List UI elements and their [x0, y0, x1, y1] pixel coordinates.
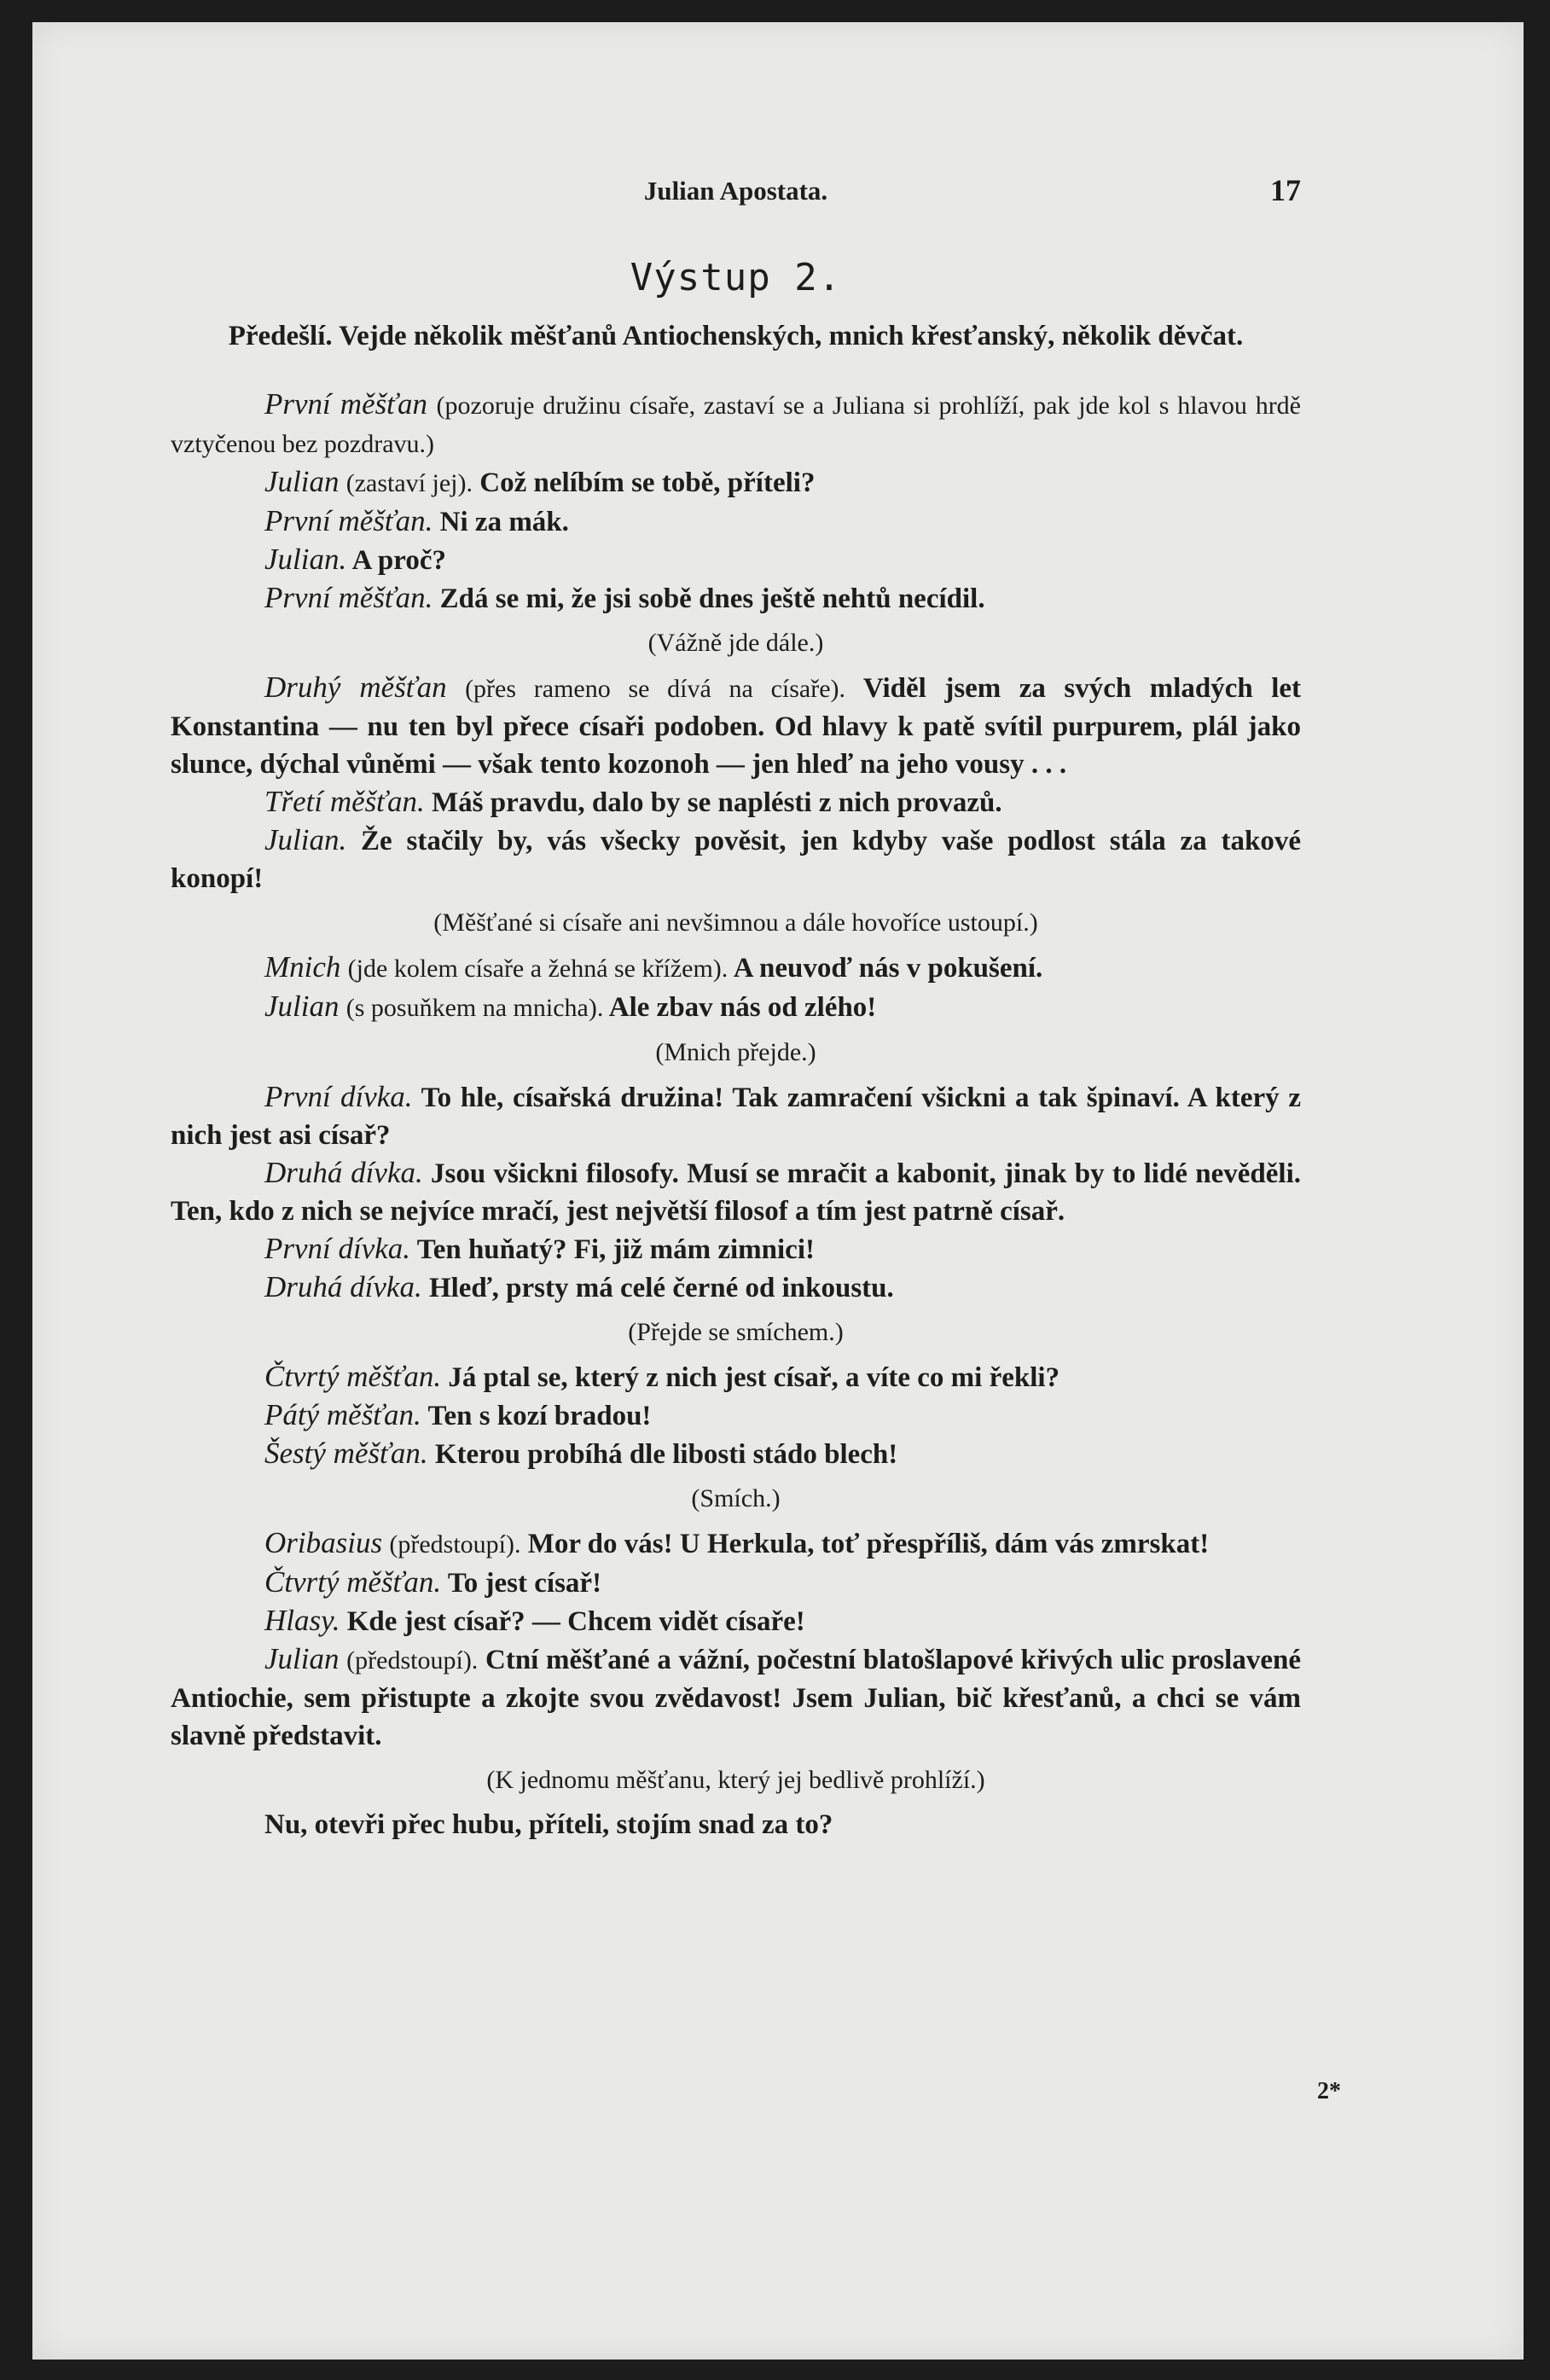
- dialogue-line: [171, 463, 1301, 502]
- dialogue-line: [171, 1358, 1301, 1396]
- inline-stage-note: (zastaví jej).: [345, 469, 473, 497]
- speech-text: Ale zbav nás od zlého!: [608, 992, 877, 1023]
- dialogue-line: [171, 1640, 1301, 1755]
- speaker-name: Čtvrtý měšťan.: [264, 1360, 442, 1393]
- running-title: Julian Apostata.: [643, 176, 828, 206]
- dialogue-line: [171, 1268, 1301, 1307]
- speaker-name: První měšťan.: [264, 581, 433, 614]
- stage-direction: (Měšťané si císaře ani nevšimnou a dále hovoříce ustoupí.): [433, 908, 1038, 937]
- speaker-name: Julian.: [264, 823, 347, 856]
- speaker-name: Julian: [264, 465, 340, 498]
- speaker-name: Druhá dívka.: [264, 1270, 422, 1303]
- dialogue-line: [171, 541, 1301, 579]
- dialogue-line: [171, 1564, 1301, 1602]
- page-header: [171, 173, 1301, 210]
- inline-stage-note: (předstoupí).: [389, 1530, 521, 1559]
- speech-text: Mor do vás! U Herkula, toť přespříliš, dám vás zmrskat!: [527, 1529, 1210, 1559]
- speaker-name: První měšťan: [264, 387, 427, 421]
- speech-text: Kde jest císař? — Chcem vidět císaře!: [346, 1606, 805, 1637]
- speaker-name: První dívka.: [264, 1232, 411, 1265]
- dialogue-line: [171, 988, 1301, 1027]
- speaker-name: Šestý měšťan.: [264, 1437, 428, 1470]
- dialogue-line: [171, 1602, 1301, 1640]
- dialogue-line: [171, 949, 1301, 988]
- speaker-name: Julian.: [264, 543, 347, 576]
- speech-text: To jest císař!: [447, 1568, 602, 1599]
- speaker-name: První dívka.: [264, 1080, 413, 1113]
- speech-text: Máš pravdu, dalo by se naplésti z nich provazů.: [431, 787, 1002, 818]
- speech-text: Což nelíbím se tobě, příteli?: [479, 467, 816, 498]
- speaker-name: Hlasy.: [264, 1604, 340, 1637]
- cast-list: Předešlí. Vejde několik měšťanů Antiochenských, mnich křesťanský, několik děvčat.: [228, 321, 1244, 351]
- dialogue-line: [171, 1396, 1301, 1435]
- speech-text: To hle, císařská družina! Tak zamračení všickni a tak špinaví. A který z nich jest asi císař?: [171, 1083, 1301, 1151]
- dialogue-line: [171, 579, 1301, 618]
- dialogue-line: [171, 783, 1301, 821]
- dialogue-line: [171, 1435, 1301, 1473]
- speech-text: Viděl jsem za svých mladých let Konstantina — nu ten byl přece císaři podoben. Od hlavy k patě svítil purpurem, plál jako slunce, dýchal vůněmi — však tento kozonoh — jen hleď na jeho vousy . . .: [171, 673, 1302, 780]
- speaker-name: Druhý měšťan: [264, 670, 447, 704]
- stage-direction: (Smích.): [691, 1484, 781, 1512]
- sheet-signature-mark: 2*: [1317, 2078, 1341, 2104]
- speech-text: Jsou všickni filosofy. Musí se mračit a kabonit, jinak by to lidé nevěděli. Ten, kdo z nich se nejvíce mračí, jest největší filosof a tím jest patrně císař.: [171, 1158, 1301, 1227]
- speech-text: Ni za mák.: [439, 507, 569, 537]
- speech-text: Já ptal se, který z nich jest císař, a víte co mi řekli?: [448, 1362, 1060, 1393]
- page-number: 17: [1270, 173, 1301, 207]
- inline-stage-note: (jde kolem císaře a žehná se křížem).: [347, 955, 729, 983]
- speaker-name: První měšťan.: [264, 504, 433, 537]
- speech-text: Zdá se mi, že jsi sobě dnes ještě nehtů necídil.: [439, 583, 985, 614]
- dialogue-lines: [171, 386, 1301, 1843]
- speech-text: Ctní měšťané a vážní, počestní blatošlapové křivých ulic proslavené Antiochie, sem přistupte a zkojte svou zvědavost! Jsem Julian, bič křesťanů, a chci se vám slavně představit.: [171, 1645, 1301, 1751]
- speech-text: A neuvoď nás v pokušení.: [733, 953, 1043, 984]
- speech-text: Že stačily by, vás všecky pověsit, jen kdyby vaše podlost stála za takové konopí!: [171, 826, 1301, 894]
- play-text: [171, 317, 1301, 1843]
- speaker-name: Pátý měšťan.: [264, 1398, 421, 1431]
- speaker-name: Julian: [264, 1642, 340, 1675]
- speech-text: Ten s kozí bradou!: [427, 1401, 652, 1431]
- speaker-name: Julian: [264, 990, 340, 1023]
- speech-text: A proč?: [351, 545, 446, 576]
- stage-direction: (Vážně jde dále.): [647, 629, 824, 657]
- scene-title: Výstup 2.: [630, 256, 842, 299]
- speech-text: Kterou probíhá dle libosti stádo blech!: [434, 1439, 898, 1470]
- dialogue-line: [171, 1230, 1301, 1268]
- speaker-name: Mnich: [264, 950, 341, 984]
- dialogue-line: [171, 1078, 1301, 1154]
- stage-direction: (K jednomu měšťanu, který jej bedlivě prohlíží.): [486, 1766, 985, 1794]
- inline-stage-note: (pozoruje družinu císaře, zastaví se a Juliana si prohlíží, pak jde kol s hlavou hrdě vztyčenou bez pozdravu.): [171, 392, 1302, 458]
- stage-direction: (Přejde se smíchem.): [628, 1318, 844, 1346]
- speech-text: Ten huňatý? Fi, již mám zimnici!: [416, 1234, 815, 1265]
- inline-stage-note: (předstoupí).: [346, 1646, 479, 1675]
- dialogue-line: [171, 502, 1301, 541]
- speaker-name: Třetí měšťan.: [264, 785, 425, 818]
- inline-stage-note: (s posuňkem na mnicha).: [345, 994, 604, 1022]
- dialogue-line: [171, 386, 1301, 463]
- dialogue-line: [171, 821, 1301, 897]
- stage-direction: (Mnich přejde.): [655, 1038, 816, 1066]
- speaker-name: Druhá dívka.: [264, 1156, 423, 1189]
- speech-text: Hleď, prsty má celé černé od inkoustu.: [428, 1273, 894, 1303]
- dialogue-line: [171, 1806, 1301, 1843]
- speaker-name: Oribasius: [264, 1526, 383, 1559]
- dialogue-line: [171, 669, 1301, 783]
- dialogue-line: [171, 1524, 1301, 1564]
- speaker-name: Čtvrtý měšťan.: [264, 1565, 442, 1599]
- dialogue-line: [171, 1154, 1301, 1230]
- inline-stage-note: (přes rameno se dívá na císaře).: [465, 675, 846, 703]
- speech-text: Nu, otevři přec hubu, příteli, stojím snad za to?: [264, 1809, 833, 1840]
